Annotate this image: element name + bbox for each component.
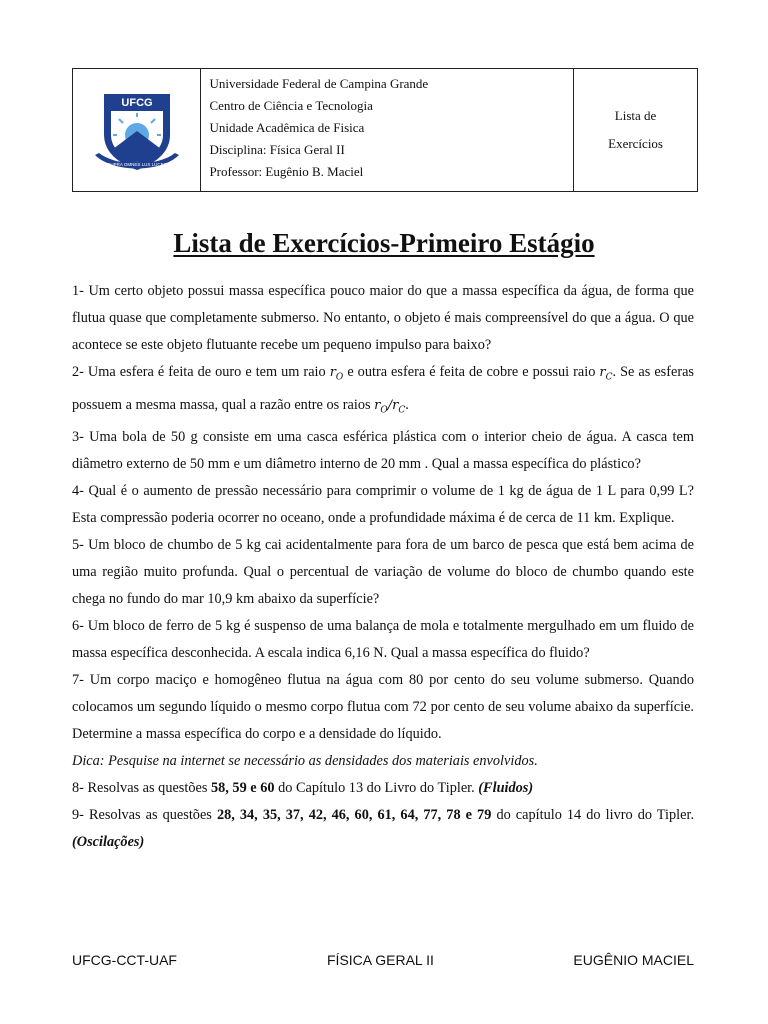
question-6: 6- Um bloco de ferro de 5 kg é suspenso de uma balança de mola e totalmente mergulhado em um fluido de massa específica desconhecida. A escala indica 6,16 N. Qual a massa específica do fluido?	[72, 618, 694, 662]
question-4: 4- Qual é o aumento de pressão necessário para comprimir o volume de 1 kg de água de 1 L para 0,99 L? Esta compressão poderia ocorrer no oceano, onde a profundidade máxima é de cerca de 11 km. Explique.	[72, 483, 694, 527]
q9-topic: (Oscilações)	[72, 834, 145, 851]
q2-text-b: e outra esfera é feita de cobre e possui raio	[347, 364, 596, 380]
q2-text-a: 2- Uma esfera é feita de ouro e tem um raio	[72, 364, 326, 380]
ufcg-logo	[89, 91, 185, 173]
footer-center: FÍSICA GERAL II	[327, 952, 434, 968]
doc-type-line2: Exercícios	[608, 136, 663, 151]
math-r-o: $r_O$	[329, 365, 344, 383]
exercise-list	[72, 278, 694, 856]
q8-text-a: 8- Resolvas as questões	[72, 780, 208, 797]
q9-numbers: 28, 34, 35, 37, 42, 46, 60, 61, 64, 77, 78 e 79	[216, 807, 492, 824]
question-1: 1- Um certo objeto possui massa específica pouco maior do que a massa específica da água, de forma que flutua quase que completamente submerso. No entanto, o objeto é mais compreensível do que a água. O que acontece se este objeto flutuante recebe um pequeno impulso para baixo?	[72, 283, 694, 353]
q9-text-a: 9- Resolvas as questões	[72, 807, 212, 824]
doc-type-line1: Lista de	[614, 108, 657, 123]
question-5: 5- Um bloco de chumbo de 5 kg cai acidentalmente para fora de um barco de pesca que está bem acima de uma região muito profunda. Qual o percentual de variação de volume do bloco de chumbo quando este chega no fundo do mar 10,9 km abaixo da superfície?	[72, 537, 694, 608]
q9-text-c: do capítulo 14 do livro do Tipler.	[496, 807, 695, 824]
q8-numbers: 58, 59 e 60	[210, 780, 275, 797]
header-table	[72, 68, 698, 192]
footer-right: EUGÊNIO MACIEL	[573, 952, 694, 968]
question-3: 3- Uma bola de 50 g consiste em uma casca esférica plástica com o interior cheio de água. A casca tem diâmetro externo de 50 mm e um diâmetro interno de 20 mm . Qual a massa específica do plástico?	[72, 429, 694, 473]
question-9	[72, 802, 694, 856]
page-title: Lista de Exercícios-Primeiro Estágio	[173, 228, 595, 258]
question-2	[72, 359, 694, 424]
question-8	[72, 775, 694, 802]
info-professor: Professor: Eugênio B. Maciel	[209, 164, 364, 179]
document-type	[574, 69, 698, 192]
math-r-c: $r_C$	[599, 365, 613, 383]
info-unit: Unidade Acadêmica de Fisica	[209, 120, 365, 135]
logo-cell	[73, 69, 201, 192]
question-7: 7- Um corpo maciço e homogêneo flutua na água com 80 por cento do seu volume submerso. Quando colocamos um segundo líquido o mesmo corpo flutua com 72 por cento de seu volume abaixo da superfície. Determine a massa específica do corpo e a densidade do líquido.	[72, 672, 694, 743]
q8-topic: (Fluidos)	[478, 780, 534, 797]
info-university: Universidade Federal de Campina Grande	[209, 76, 429, 91]
q8-text-c: do Capítulo 13 do Livro do Tipler.	[278, 780, 475, 797]
hint-text: Dica: Pesquise na internet se necessário as densidades dos materiais envolvidos.	[72, 753, 538, 770]
q2-text-d: .	[405, 396, 409, 413]
footer-left: UFCG-CCT-UAF	[72, 952, 177, 968]
institution-info	[201, 69, 574, 192]
info-center: Centro de Ciência e Tecnologia	[209, 98, 373, 113]
q2-text-c: . Se as esferas possuem a mesma massa, qual a razão entre os raios	[72, 364, 695, 413]
logo-text: UFCG	[121, 97, 153, 109]
math-ratio: $r_O/r_C$	[374, 397, 406, 416]
info-discipline: Disciplina: Física Geral II	[209, 142, 345, 157]
logo-motto: SUPRA OMNES LUX LUCES	[107, 162, 167, 167]
